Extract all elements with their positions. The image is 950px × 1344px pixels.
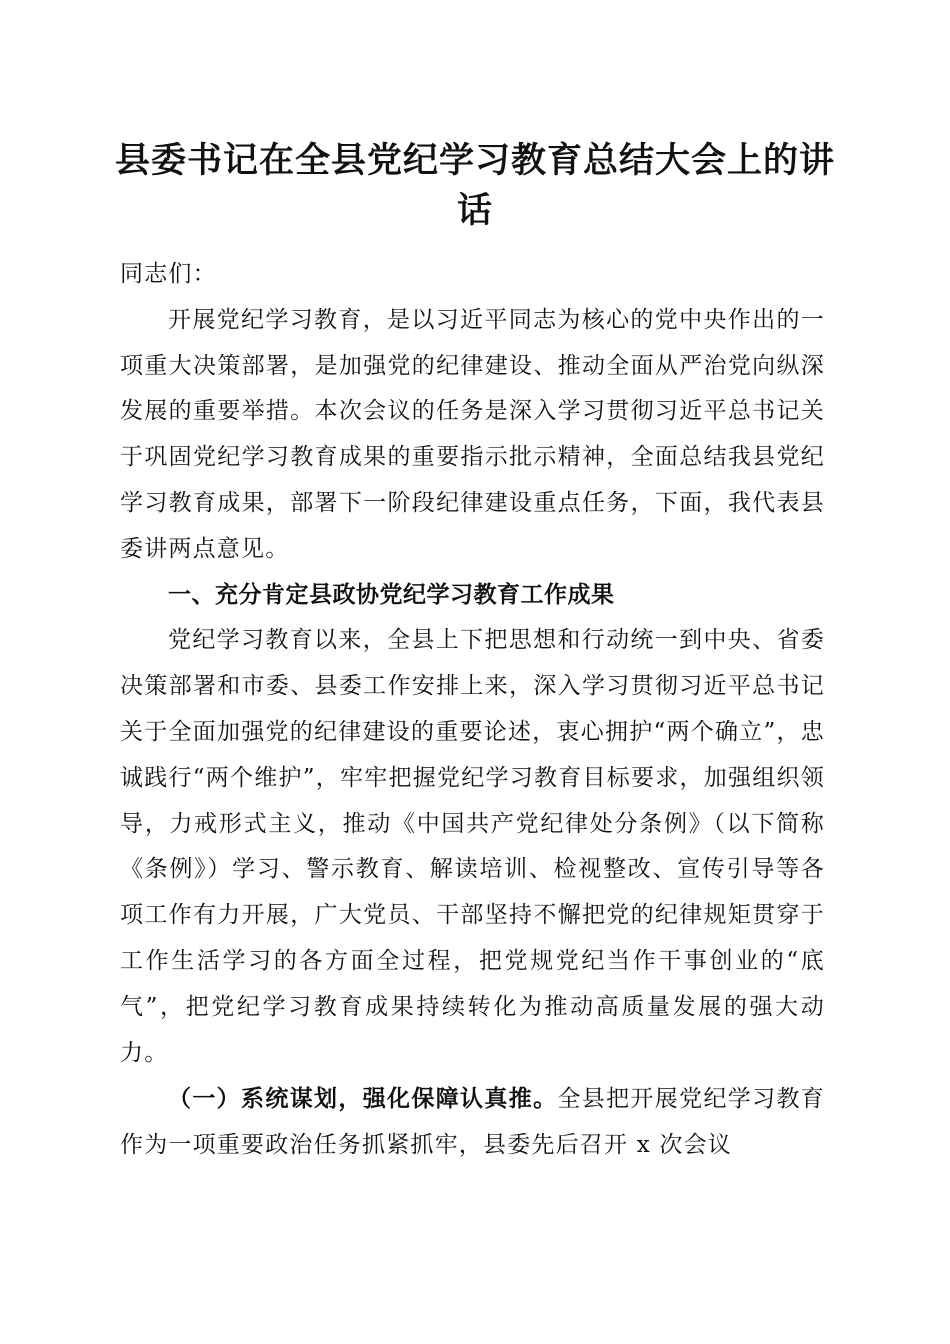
subsection-1-heading: （一）系统谋划，强化保障认真推。	[168, 1085, 558, 1113]
subsection-1-paragraph	[120, 1076, 825, 1169]
subsection-1-text: 全县把开展党纪学习教育作为一项重要政治任务抓紧抓牢，县委先后召开 x 次会议	[120, 1086, 826, 1159]
intro-paragraph: 开展党纪学习教育，是以习近平同志为核心的党中央作出的一项重大决策部署，是加强党的纪律建设、推动全面从严治党向纵深发展的重要举措。本次会议的任务是深入学习贯彻习近平总书记关于巩固党纪学习教育成果的重要指示批示精神，全面总结我县党纪学习教育成果，部署下一阶段纪律建设重点任务，下面，我代表县委讲两点意见。	[120, 306, 825, 562]
section-1-heading: 一、充分肯定县政协党纪学习教育工作成果	[168, 581, 615, 608]
salutation: 同志们：	[120, 261, 217, 287]
document-title: 县委书记在全县党纪学习教育总结大会上的讲话	[114, 140, 835, 231]
section-1-paragraph: 党纪学习教育以来，全县上下把思想和行动统一到中央、省委决策部署和市委、县委工作安排上来，深入学习贯彻习近平总书记关于全面加强党的纪律建设的重要论述，衷心拥护“两个确立”，忠诚践行“两个维护”，牢牢把握党纪学习教育目标要求，加强组织领导，力戒形式主义，推动《中国共产党纪律处分条例》（以下简称《条例》）学习、警示教育、解读培训、检视整改、宣传引导等各项工作有力开展，广大党员、干部坚持不懈把党的纪律规矩贯穿于工作生活学习的各方面全过程，把党规党纪当作干事创业的“底气”，把党纪学习教育成果持续转化为推动高质量发展的强大动力。	[120, 627, 825, 1066]
document-body	[120, 252, 825, 1169]
